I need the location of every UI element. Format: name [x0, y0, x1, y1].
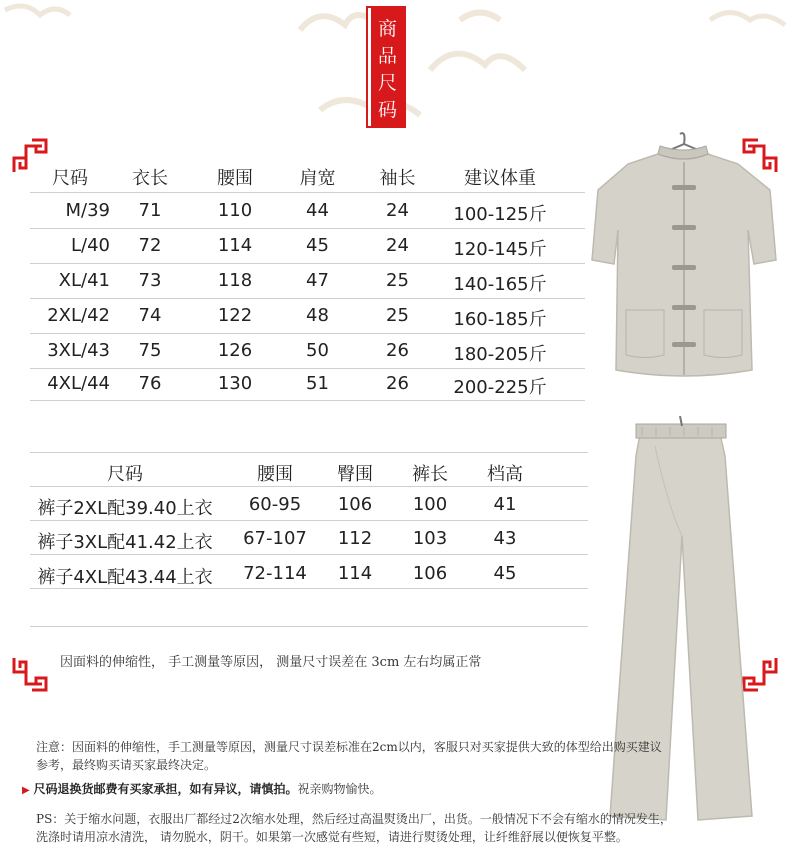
table-cell: 24	[386, 235, 409, 256]
table-cell: 100	[412, 494, 448, 515]
divider	[30, 298, 585, 299]
measurement-note: 因面料的伸缩性， 手工测量等原因， 测量尺寸误差在 3cm 左右均属正常	[60, 655, 482, 670]
notice-line: 参考，最终购买请买家最终决定。	[36, 758, 217, 772]
table-cell: XL/41	[58, 270, 110, 291]
shirt-size-table	[30, 160, 590, 400]
table-cell: 106	[337, 494, 373, 515]
fret-ornament-icon	[12, 656, 48, 692]
column-header: 尺码	[52, 168, 88, 189]
column-header: 腰围	[217, 168, 253, 189]
table-cell: 120-145斤	[453, 239, 547, 260]
table-cell: 114	[217, 235, 253, 256]
table-cell: 47	[306, 270, 329, 291]
column-header: 裤长	[412, 464, 448, 485]
divider	[30, 368, 585, 369]
table-cell: 3XL/43	[47, 340, 110, 361]
table-cell: 43	[493, 528, 517, 549]
table-cell: 130	[217, 373, 253, 394]
table-cell: 2XL/42	[47, 305, 110, 326]
table-cell: 4XL/44	[47, 373, 110, 394]
shirt-image	[588, 130, 780, 385]
table-cell: 72	[138, 235, 162, 256]
table-cell: 75	[138, 340, 162, 361]
table-cell: 裤子2XL配39.40上衣	[37, 498, 213, 519]
table-cell: M/39	[65, 200, 110, 221]
divider	[30, 588, 588, 589]
table-cell: 114	[337, 563, 373, 584]
column-header: 腰围	[257, 464, 293, 485]
table-cell: 76	[138, 373, 162, 394]
table-cell: 100-125斤	[453, 204, 547, 225]
column-header: 建议体重	[464, 168, 536, 189]
table-cell: 45	[493, 563, 517, 584]
table-cell: 51	[306, 373, 329, 394]
table-cell: 24	[386, 200, 409, 221]
table-cell: 110	[217, 200, 253, 221]
table-cell: 26	[386, 373, 409, 394]
table-cell: 106	[412, 563, 448, 584]
table-cell: 74	[138, 305, 162, 326]
title-banner	[368, 8, 404, 126]
divider	[30, 452, 588, 453]
table-cell: L/40	[71, 235, 110, 256]
notice-line: 注意：因面料的伸缩性，手工测量等原因，测量尺寸误差标准在2cm以内，客服只对买家提供大致的体型给出购买建议	[36, 740, 662, 754]
table-cell: 67-107	[243, 528, 307, 549]
column-header: 袖长	[379, 168, 416, 189]
notice-line: 洗涤时请用凉水清洗， 请勿脱水，阴干。如果第一次感觉有些短，请进行熨烫处理，让纤维舒展以便恢复平整。	[36, 830, 628, 844]
table-cell: 122	[217, 305, 253, 326]
notice-paragraph	[36, 738, 766, 774]
table-cell: 72-114	[243, 563, 307, 584]
divider	[30, 554, 588, 555]
divider	[30, 333, 585, 334]
divider	[30, 400, 585, 401]
table-cell: 25	[386, 305, 409, 326]
table-cell: 112	[337, 528, 373, 549]
column-header: 档高	[487, 464, 523, 485]
table-cell: 160-185斤	[453, 309, 547, 330]
table-cell: 126	[217, 340, 253, 361]
notice-line: PS：关于缩水问题，衣服出厂都经过2次缩水处理，然后经过高温熨烫出厂，出货。一般情况下不会有缩水的情况发生，	[36, 812, 672, 826]
table-cell: 裤子4XL配43.44上衣	[37, 567, 213, 588]
pants-size-table	[30, 452, 590, 632]
table-cell: 60-95	[248, 494, 302, 515]
divider	[30, 626, 588, 627]
banner-char: 尺	[377, 72, 397, 94]
banner-char: 码	[377, 99, 397, 121]
return-policy-text: 尺码退换货邮费有买家承担，如有异议，请慎拍。	[33, 782, 298, 796]
cloud-decoration-right	[700, 0, 790, 60]
table-cell: 180-205斤	[453, 344, 547, 365]
column-header: 肩宽	[299, 168, 336, 189]
column-header: 衣长	[132, 168, 168, 189]
table-cell: 26	[386, 340, 409, 361]
table-cell: 41	[493, 494, 517, 515]
divider	[30, 192, 585, 193]
table-cell: 44	[306, 200, 329, 221]
table-cell: 71	[138, 200, 162, 221]
divider	[30, 486, 588, 487]
table-cell: 73	[138, 270, 162, 291]
table-cell: 45	[306, 235, 329, 256]
shrinkage-note	[36, 810, 766, 846]
table-cell: 103	[412, 528, 448, 549]
cloud-decoration	[280, 0, 540, 130]
table-cell: 200-225斤	[453, 377, 547, 398]
banner-char: 商	[377, 18, 397, 40]
divider	[30, 520, 588, 521]
greeting-text: 祝亲购物愉快。	[297, 782, 382, 796]
table-cell: 25	[386, 270, 409, 291]
cloud-decoration-left	[0, 0, 80, 60]
column-header: 尺码	[107, 464, 143, 485]
arrow-marker-icon: ▶	[22, 785, 30, 796]
table-cell: 50	[306, 340, 329, 361]
divider	[30, 228, 585, 229]
table-cell: 裤子3XL配41.42上衣	[37, 532, 213, 553]
divider	[30, 263, 585, 264]
table-header-row	[30, 164, 590, 194]
banner-char: 品	[377, 45, 397, 67]
table-cell: 48	[306, 305, 329, 326]
table-cell: 118	[217, 270, 253, 291]
column-header: 臀围	[337, 464, 373, 485]
table-cell: 140-165斤	[453, 274, 547, 295]
return-policy-note	[22, 780, 752, 800]
